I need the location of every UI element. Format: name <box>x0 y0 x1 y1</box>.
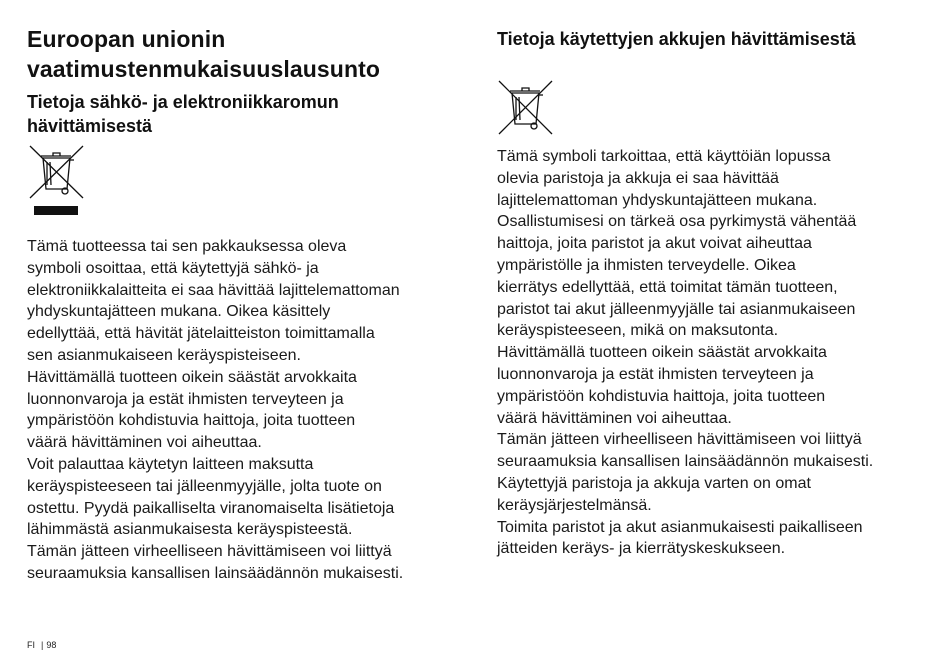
page-footer <box>27 640 62 650</box>
footer-language: FI <box>27 640 35 650</box>
page-title <box>27 24 380 84</box>
text-line: seuraamuksia kansallisen lainsäädännön mukaisesti. <box>27 564 404 582</box>
crossed-out-wheelie-bin-icon <box>27 142 87 218</box>
subtitle-line: Tietoja sähkö- ja elektroniikkaromun <box>27 92 339 112</box>
text-line: ympäristölle ja ihmisten terveydelle. Oikea <box>497 256 796 274</box>
page-number: 98 <box>46 640 57 650</box>
battery-subtitle: Tietoja käytettyjen akkujen hävittämisestä <box>497 29 856 49</box>
battery-body-text <box>497 146 873 560</box>
text-line: Hävittämällä tuotteen oikein säästät arvokkaita <box>497 344 827 362</box>
text-line: ympäristöön kohdistuvia haittoja, joita tuotteen <box>497 387 826 405</box>
text-line: Voit palauttaa käytetyn laitteen maksutta <box>27 455 314 473</box>
text-line: Hävittämällä tuotteen oikein säästät arvokkaita <box>27 368 357 386</box>
text-line: keräyspisteeseen, mikä on maksutonta. <box>497 322 779 340</box>
text-line: luonnonvaroja ja estät ihmisten terveyteen ja <box>497 365 814 383</box>
text-line: paristot tai akut jälleenmyyjälle tai asianmukaiseen <box>497 300 856 318</box>
subtitle-line: hävittämisestä <box>27 116 153 136</box>
text-line: Tämän jätteen virheelliseen hävittämiseen voi liittyä <box>27 543 392 561</box>
text-line: elektroniikkalaitteita ei saa hävittää lajittelemattoman <box>27 281 400 299</box>
text-line: Tämä tuotteessa tai sen pakkauksessa oleva <box>27 238 347 255</box>
footer-divider: | <box>41 640 44 650</box>
weee-body-text <box>27 236 403 585</box>
text-line: symboli osoittaa, että käytettyjä sähkö- ja <box>27 259 319 277</box>
text-line: jätteiden keräys- ja kierrätyskeskukseen. <box>497 540 786 558</box>
text-line: lähimmästä asianmukaisesta keräyspisteestä. <box>27 521 353 539</box>
text-line: keräyspisteeseen tai jälleenmyyjälle, jolta tuote on <box>27 477 382 495</box>
title-line: vaatimustenmukaisuuslausunto <box>27 56 380 82</box>
text-line: luonnonvaroja ja estät ihmisten terveyteen ja <box>27 390 344 408</box>
text-line: Toimita paristot ja akut asianmukaisesti paikalliseen <box>497 518 863 536</box>
text-line: kierrätys edellyttää, että toimitat tämän tuotteen, <box>497 278 838 296</box>
text-line: väärä hävittäminen voi aiheuttaa. <box>27 434 262 452</box>
weee-subtitle <box>27 90 339 138</box>
crossed-out-wheelie-bin-icon <box>497 78 555 138</box>
text-line: Osallistumisesi on tärkeä osa pyrkimystä vähentää <box>497 213 857 231</box>
text-line: sen asianmukaiseen keräyspisteiseen. <box>27 346 301 364</box>
text-line: Tämä symboli tarkoittaa, että käyttöiän lopussa <box>497 148 831 165</box>
text-line: väärä hävittäminen voi aiheuttaa. <box>497 409 732 427</box>
text-line: ostettu. Pyydä paikalliselta viranomaiselta lisätietoja <box>27 499 395 517</box>
text-line: seuraamuksia kansallisen lainsäädännön mukaisesti. <box>497 453 874 471</box>
text-line: olevia paristoja ja akkuja ei saa hävittää <box>497 169 779 187</box>
text-line: keräysjärjestelmänsä. <box>497 496 652 514</box>
text-line: lajittelemattoman yhdyskuntajätteen mukana. <box>497 191 818 209</box>
text-line: ympäristöön kohdistuvia haittoja, joita tuotteen <box>27 412 356 430</box>
text-line: Tämän jätteen virheelliseen hävittämiseen voi liittyä <box>497 431 862 449</box>
title-line: Euroopan unionin <box>27 26 226 52</box>
text-line: Käytettyjä paristoja ja akkuja varten on omat <box>497 474 811 492</box>
text-line: yhdyskuntajätteen mukana. Oikea käsittely <box>27 303 331 321</box>
text-line: edellyttää, että hävität jätelaitteiston toimittamalla <box>27 325 375 343</box>
text-line: haittoja, joita paristot ja akut voivat aiheuttaa <box>497 235 812 253</box>
